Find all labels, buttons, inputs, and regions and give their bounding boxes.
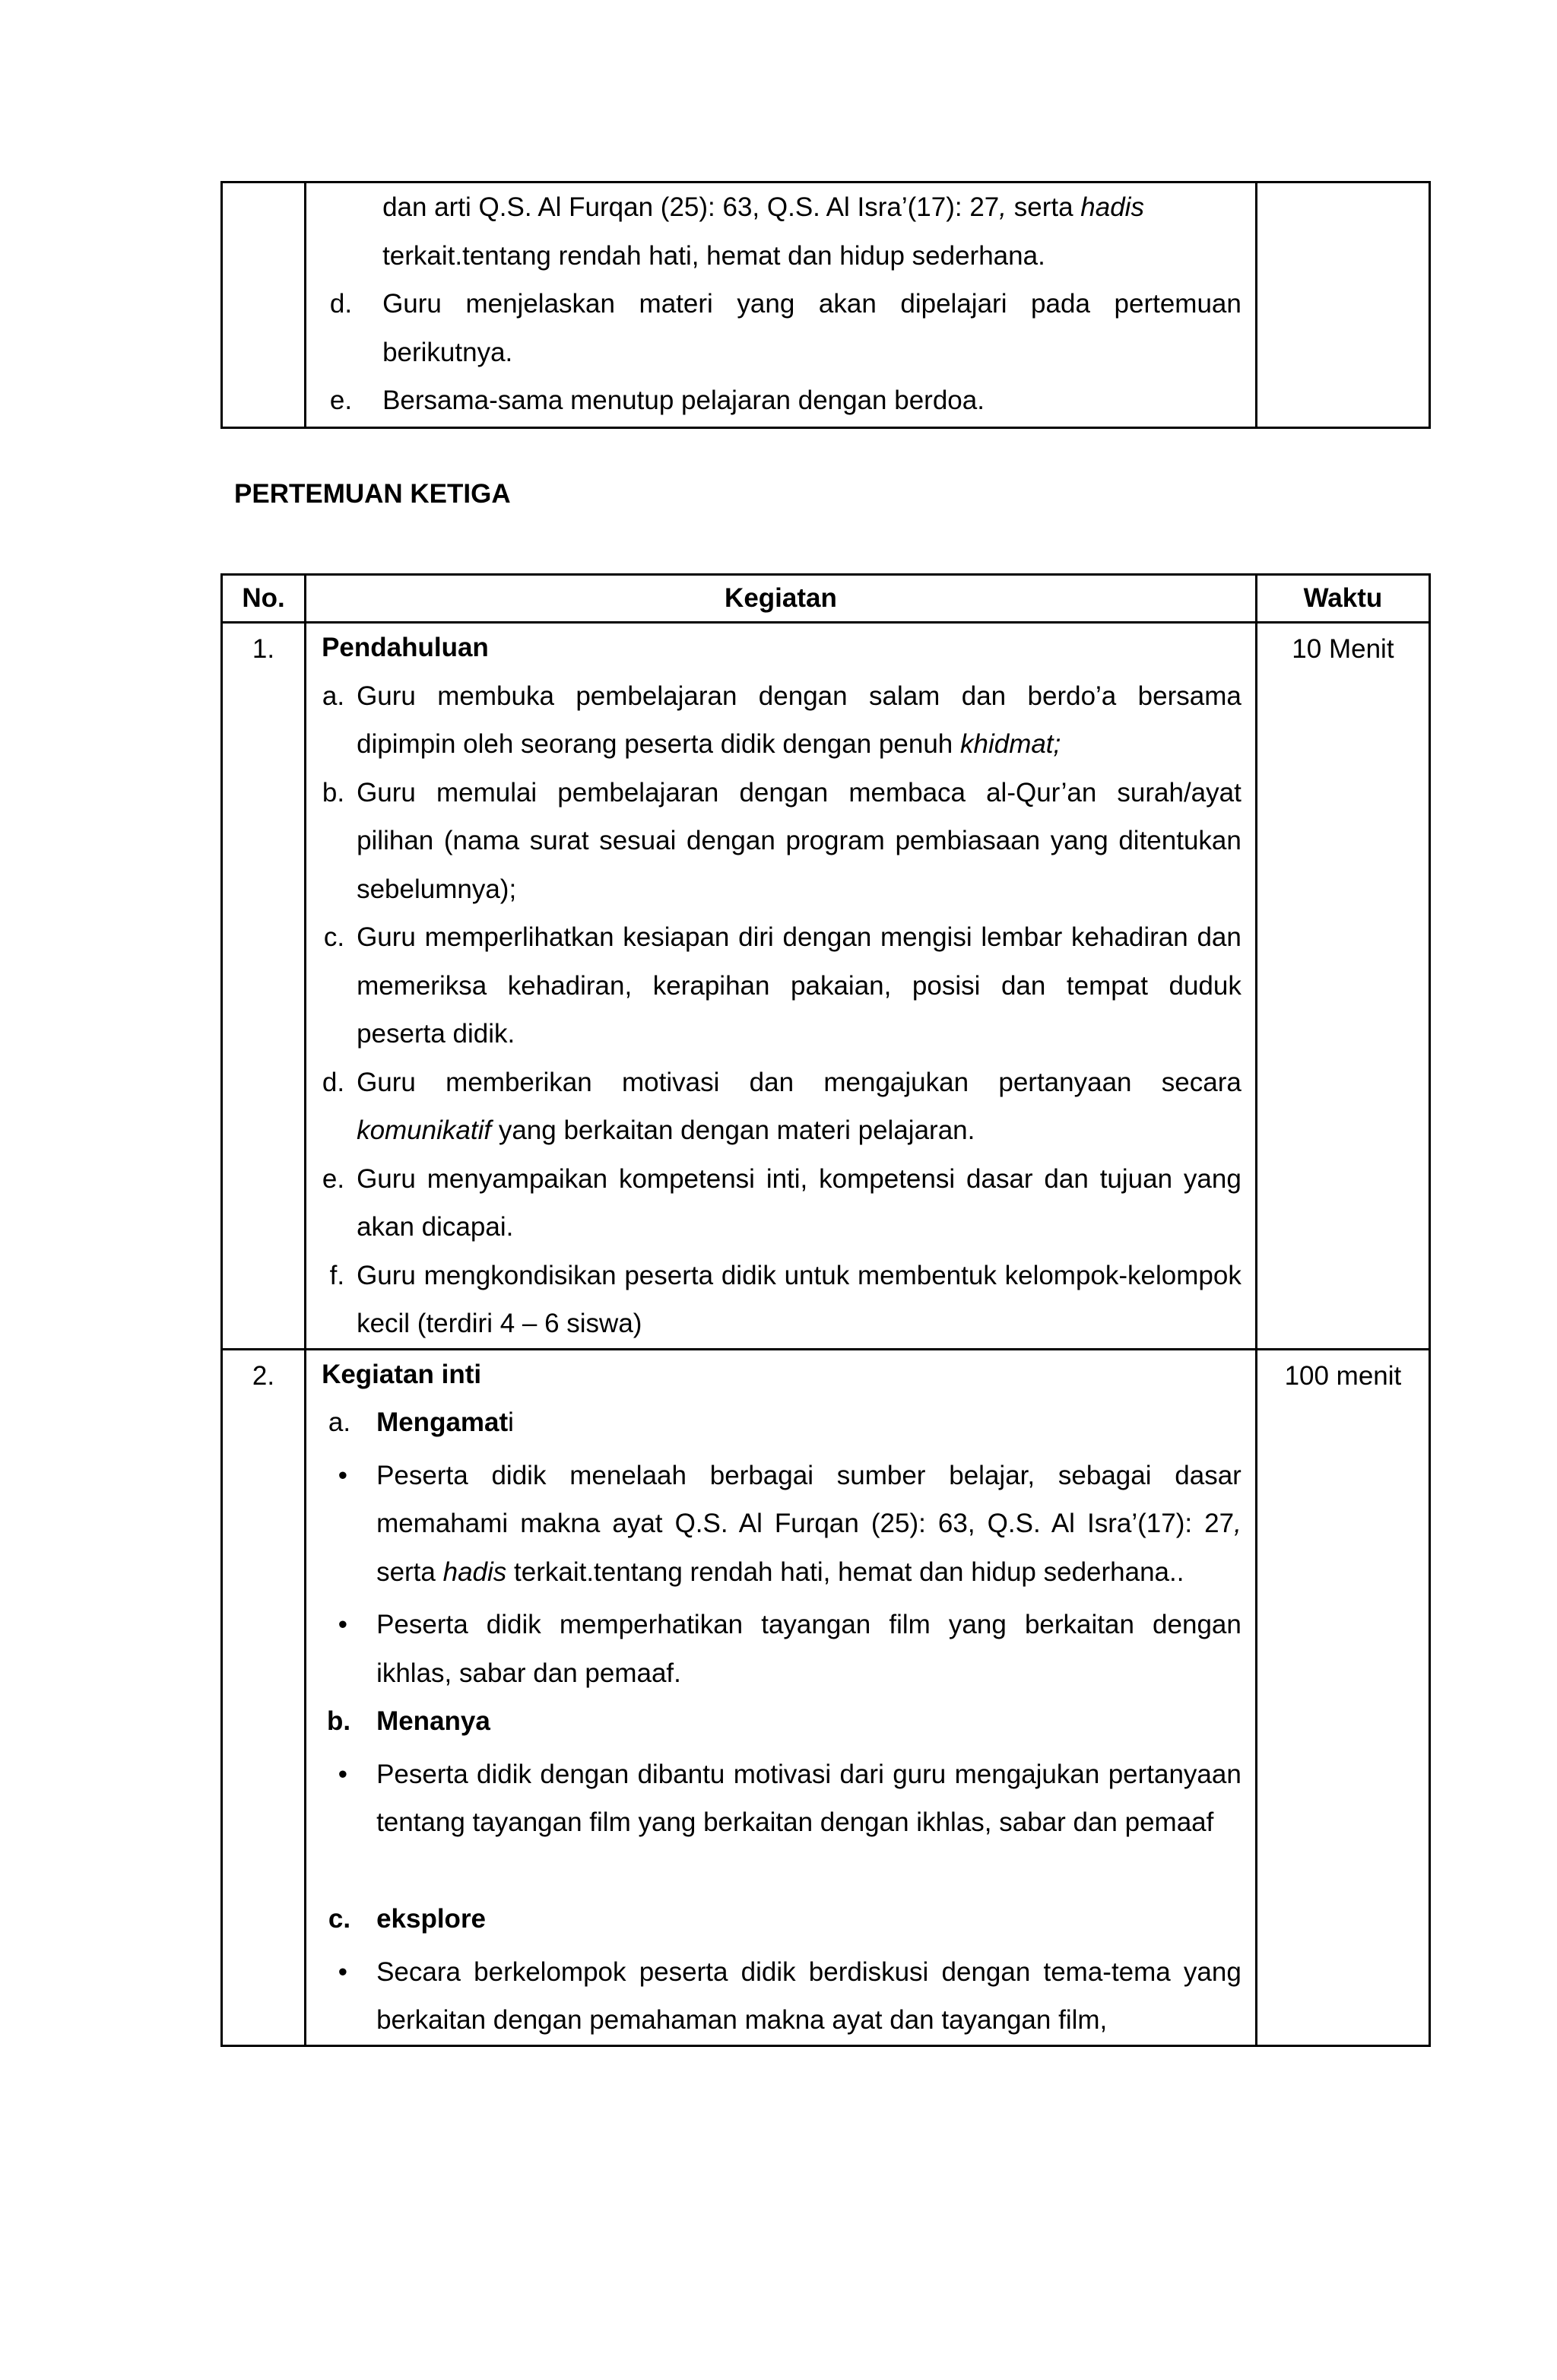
column-header-kegiatan: Kegiatan — [306, 575, 1257, 623]
bullet-icon: • — [338, 1610, 348, 1639]
list-item: dan arti Q.S. Al Furqan (25): 63, Q.S. Al Isra’(17): 27, serta hadis terkait.tentang rendah hati, hemat dan hidup sederhana. — [382, 192, 1144, 271]
list-item: c. eksplore — [328, 1904, 487, 1934]
bullet-icon: • — [338, 1759, 348, 1789]
section-heading: PERTEMUAN KETIGA — [234, 479, 511, 509]
bullet-icon: • — [338, 1460, 348, 1490]
bullet-item: • Peserta didik dengan dibantu motivasi dari guru mengajukan pertanyaan tentang tayangan film yang berkaitan dengan ikhlas, sabar dan pemaaf — [322, 1750, 1241, 1847]
activity-title: Pendahuluan — [322, 633, 489, 662]
row-number: 2. — [222, 1349, 306, 2045]
list-item: a. Mengamati — [328, 1407, 514, 1437]
bullet-icon: • — [338, 1956, 348, 1987]
list-item: f. Guru mengkondisikan peserta didik untuk membentuk kelompok-kelompok kecil (terdiri 4 – 6 siswa) — [329, 1260, 1241, 1338]
kegiatan-cell — [306, 182, 1257, 428]
bullet-item: • Peserta didik memperhatikan tayangan film yang berkaitan dengan ikhlas, sabar dan pemaaf. — [322, 1601, 1241, 1697]
table-header-row — [222, 575, 1430, 623]
activity-title: Kegiatan inti — [322, 1359, 482, 1389]
waktu-cell — [1256, 182, 1429, 428]
list-item: d. Guru menjelaskan materi yang akan dipelajari pada pertemuan berikutnya. — [329, 289, 1241, 367]
list-item: e. Bersama-sama menutup pelajaran dengan berdoa. — [329, 386, 985, 415]
list-item: b. Menanya — [326, 1706, 490, 1736]
duration-cell: 100 menit — [1256, 1349, 1429, 2045]
bullet-item: • Peserta didik menelaah berbagai sumber belajar, sebagai dasar memahami makna ayat Q.S. Al Furqan (25): 63, Q.S. Al Isra’(17): 27, serta hadis terkait.tentang rendah hati, hemat dan hidup sederhana.. — [322, 1452, 1241, 1597]
list-item: e. Guru menyampaikan kompetensi inti, kompetensi dasar dan tujuan yang akan dicapai. — [322, 1163, 1241, 1242]
list-item: b. Guru memulai pembelajaran dengan membaca al-Qur’an surah/ayat pilihan (nama surat sesuai dengan program pembiasaan yang ditentukan sebelumnya); — [322, 777, 1241, 904]
list-item: a. Guru membuka pembelajaran dengan salam dan berdo’a bersama dipimpin oleh seorang peserta didik dengan penuh khidmat; — [322, 681, 1241, 759]
list-item: d. Guru memberikan motivasi dan mengajukan pertanyaan secara komunikatif yang berkaitan dengan materi pelajaran. — [322, 1067, 1241, 1145]
kegiatan-cell — [306, 623, 1257, 1350]
previous-activity-table — [220, 181, 1431, 429]
table-row — [222, 1349, 1430, 2045]
row-number: 1. — [222, 623, 306, 1350]
activity-table — [220, 573, 1431, 2047]
list-item: c. Guru memperlihatkan kesiapan diri dengan mengisi lembar kehadiran dan memeriksa kehadiran, kerapihan pakaian, posisi dan tempat duduk peserta didik. — [323, 922, 1241, 1049]
duration-cell: 10 Menit — [1256, 623, 1429, 1350]
table-row — [222, 623, 1430, 1350]
bullet-item: • Secara berkelompok peserta didik berdiskusi dengan tema-tema yang berkaitan dengan pemahaman makna ayat dan tayangan film, — [322, 1948, 1241, 2045]
table-row — [222, 182, 1430, 428]
column-header-no: No. — [222, 575, 306, 623]
kegiatan-cell — [306, 1349, 1257, 2045]
column-header-waktu: Waktu — [1256, 575, 1429, 623]
no-cell — [222, 182, 306, 428]
